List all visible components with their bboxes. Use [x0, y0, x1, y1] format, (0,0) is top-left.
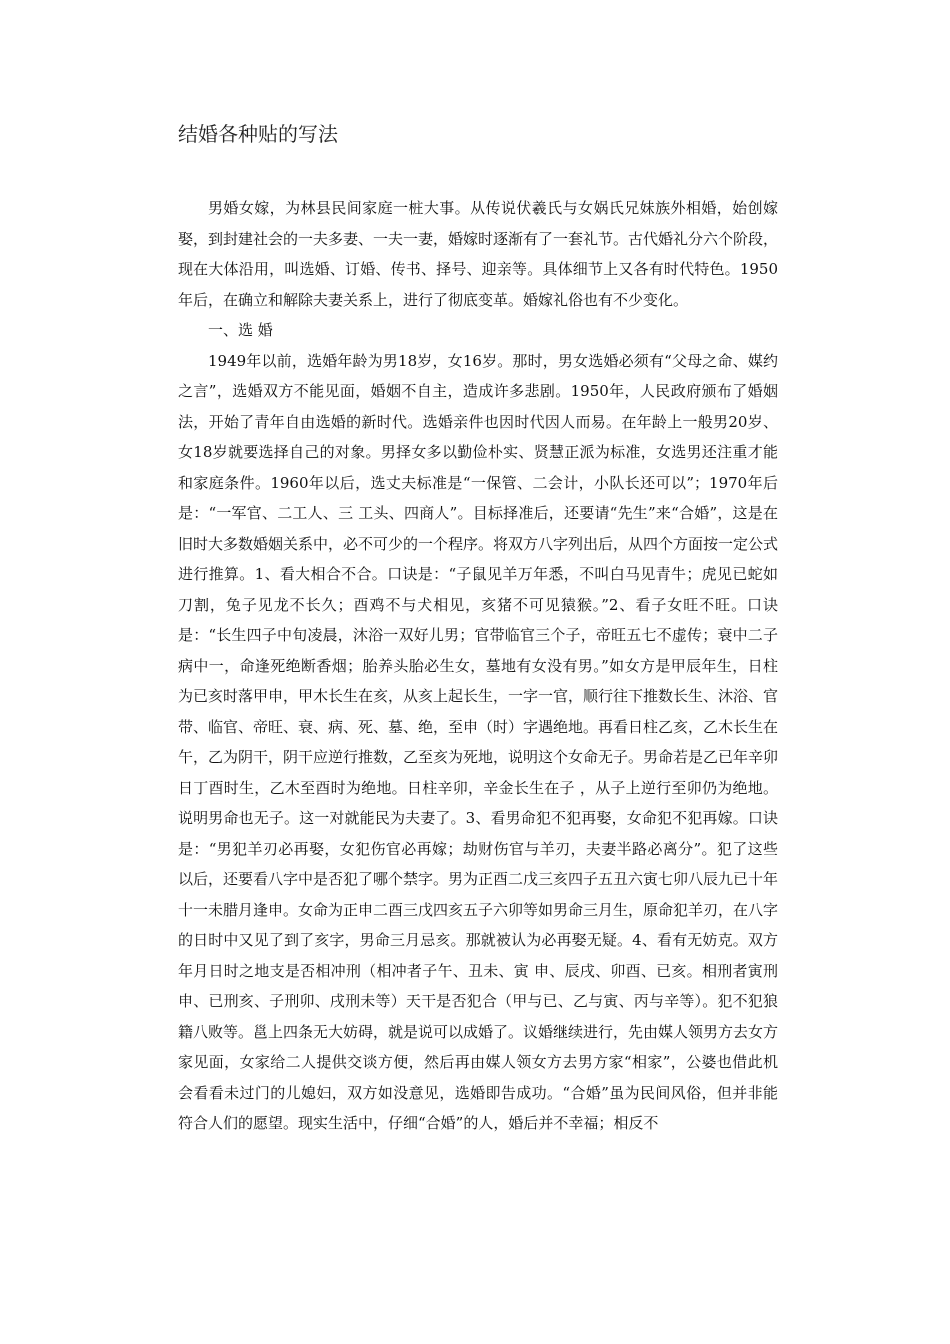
document-body — [178, 193, 778, 1139]
intro-paragraph: 男婚女嫁，为林县民间家庭一桩大事。从传说伏羲氏与女娲氏兄妹族外相婚，始创嫁娶，到封建社会的一夫多妻、一夫一妻，婚嫁时逐渐有了一套礼节。古代婚礼分六个阶段，现在大体沿用，叫选婚、订婚、传书、择号、迎亲等。具体细节上又各有时代特色。1950年后，在确立和解除夫妻关系上，进行了彻底变革。婚嫁礼俗也有不少变化。 — [178, 199, 779, 309]
document-title: 结婚各种贴的写法 — [178, 122, 338, 146]
section-paragraph: 1949年以前，选婚年龄为男18岁，女16岁。那时，男女选婚必须有“父母之命、媒约之言”，选婚双方不能见面，婚姻不自主，造成许多悲剧。1950年，人民政府颁布了婚姻法，开始了青年自由选婚的新时代。选婚亲件也因时代因人而易。在年龄上一般男20岁、女18岁就要选择自己的对象。男择女多以勤俭朴实、贤慧正派为标准，女选男还注重才能和家庭条件。1960年以后，选丈夫标准是“一保管、二会计，小队长还可以”；1970年后是：“一军官、二工人、三 工头、四商人”。目标择准后，还要请“先生”来“合婚”，这是在旧时大多数婚姻关系中，必不可少的一个程序。将双方八字列出后，从四个方面按一定公式进行推算。1、看大相合不合。口诀是：“子鼠见羊万年悉，不叫白马见青牛；虎见已蛇如刀割，兔子见龙不长久；酉鸡不与犬相见，亥猪不可见猿猴。”2、看子女旺不旺。口诀是：“长生四子中旬凌晨，沐浴一双好儿男；官带临官三个子，帝旺五七不虚传；衰中二子病中一，命逢死绝断香烟；胎养头胎必生女，墓地有女没有男。”如女方是甲辰年生，日柱为已亥时落甲申，甲木长生在亥，从亥上起长生，一字一官，顺行往下推数长生、沐浴、官带、临官、帝旺、衰、病、死、墓、绝，至申（时）字遇绝地。再看日柱乙亥，乙木长生在午，乙为阴干，阴干应逆行推数，乙至亥为死地，说明这个女命无子。男命若是乙已年辛卯日丁酉时生，乙木至酉时为绝地。日柱辛卯，辛金长生在子 ，从子上逆行至卯仍为绝地。说明男命也无子。这一对就能民为夫妻了。3、看男命犯不犯再娶，女命犯不犯再嫁。口诀是：“男犯羊刃必再娶，女犯伤官必再嫁；劫财伤官与羊刃，夫妻半路必离分”。犯了这些以后，还要看八字中是否犯了哪个禁字。男为正酉二戊三亥四子五丑六寅七卯八辰九已十年十一未腊月逢申。女命为正申二酉三戊四亥五子六卯等如男命三月生，原命犯羊刃，在八字的日时中又见了到了亥字，男命三月忌亥。那就被认为必再娶无疑。4、看有无妨克。双方年月日时之地支是否相冲刑（相冲者子午、丑未、寅 申、辰戌、卯酉、已亥。相刑者寅刑申、已刑亥、子刑卯、戌刑未等）天干是否犯合（甲与已、乙与寅、丙与辛等）。犯不犯狼籍八败等。邕上四条无大妨碍，就是说可以成婚了。议婚继续进行，先由媒人领男方去女方家见面，女家给二人提供交谈方便，然后再由媒人领女方去男方家“相家”，公婆也借此机会看看未过门的儿媳妇，双方如没意见，选婚即告成功。“合婚”虽为民间风俗，但并非能符合人们的愿望。现实生活中，仔细“合婚”的人，婚后并不幸福；相反不 — [178, 351, 779, 1132]
section-heading: 一、选 婚 — [208, 321, 273, 339]
